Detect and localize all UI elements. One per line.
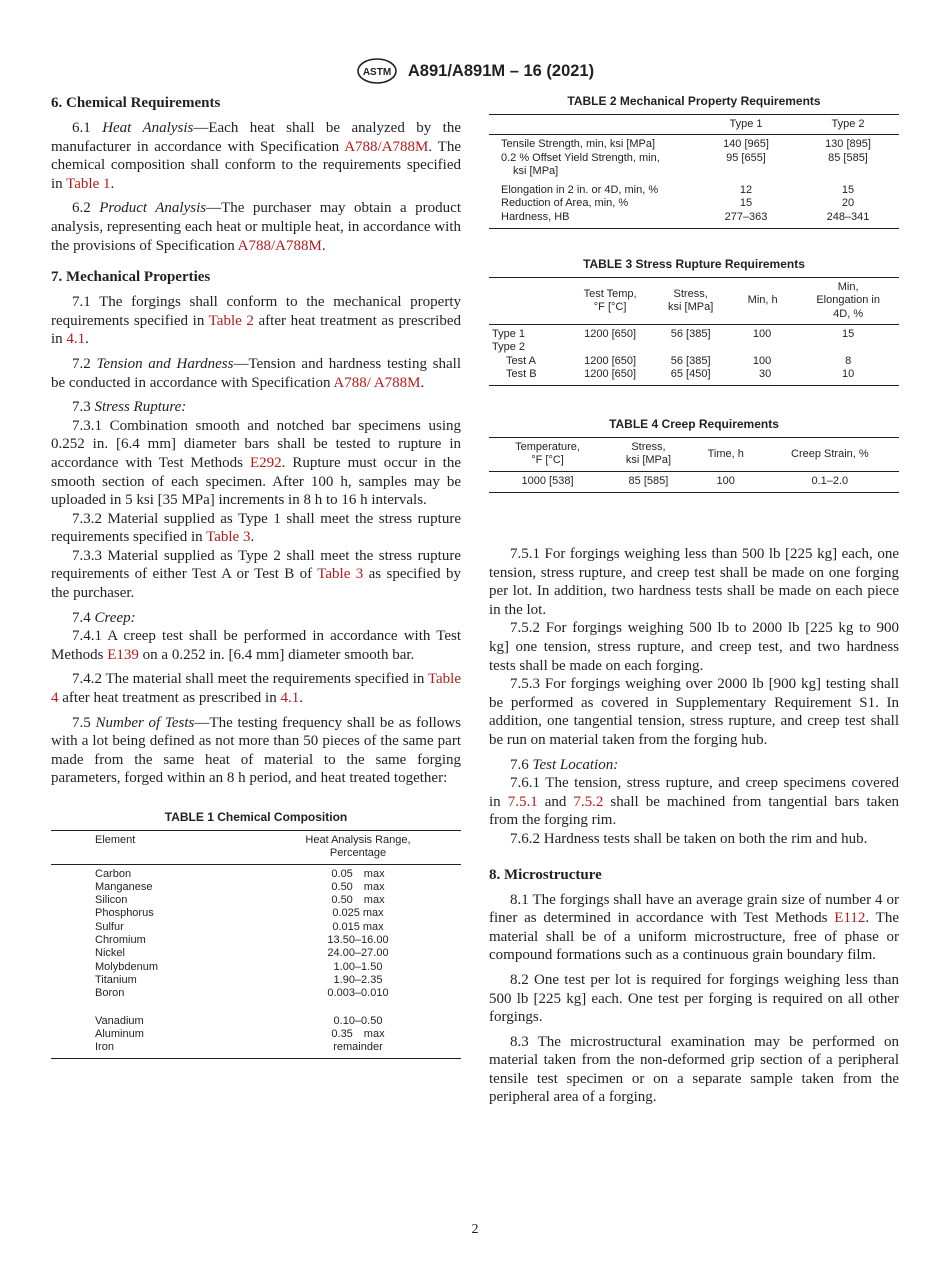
table-row xyxy=(51,987,461,1000)
table-cell: 85 [585] xyxy=(828,151,868,164)
table-row xyxy=(489,165,899,178)
table-cell: 20 xyxy=(841,197,855,210)
table-cell: Iron xyxy=(51,1041,255,1059)
table-row xyxy=(51,881,461,894)
table-cell: 0.10–0.50 xyxy=(333,1014,383,1027)
table-2-header-type1: Type 1 xyxy=(695,115,797,135)
table-cell: 0.1–2.0 xyxy=(761,471,899,492)
table-3-grid xyxy=(489,277,899,386)
table-row xyxy=(489,324,899,341)
link-table-2[interactable]: Table 2 xyxy=(208,312,254,329)
table-4-caption: TABLE 4 Creep Requirements xyxy=(609,417,779,432)
table-cell: Aluminum xyxy=(95,1027,144,1040)
table-cell: 1200 [650] xyxy=(567,368,653,386)
table-row xyxy=(51,961,461,974)
table-row xyxy=(489,178,899,197)
table-row xyxy=(489,211,899,229)
table-2-body xyxy=(489,135,899,229)
table-cell: 277–363 xyxy=(695,211,797,229)
table-3-header-stress: Stress, ksi [MPa] xyxy=(653,278,728,325)
table-1 xyxy=(51,810,461,1059)
table-4 xyxy=(489,417,899,493)
para-6-2: 6.2 Product Analysis—The purchaser may obtain a product analysis, representing each heat or multiple heat, in accordance with the provisions of Specification A788/A788M. xyxy=(51,200,461,254)
table-1-header-range: Heat Analysis Range, Percentage xyxy=(255,831,461,865)
link-7-5-2[interactable]: 7.5.2 xyxy=(573,793,604,810)
astm-logo-icon xyxy=(356,58,398,84)
table-cell: 56 [385] xyxy=(670,354,711,367)
table-cell: 100 xyxy=(691,471,761,492)
table-cell: 95 [655] xyxy=(726,151,766,164)
table-1-body xyxy=(51,864,461,1059)
table-2-caption: TABLE 2 Mechanical Property Requirements xyxy=(567,94,821,108)
table-row xyxy=(489,135,899,152)
table-cell: Manganese xyxy=(95,880,153,893)
section-8-heading: 8. Microstructure xyxy=(489,866,602,883)
table-cell xyxy=(567,341,653,354)
para-7-5-1: 7.5.1 For forgings weighing less than 500 lb [225 kg] each, one tension, stress rupture, and creep test shall be made on one forging per lot. In addition, two hardness tests shall be made on each piece in the lot. xyxy=(489,546,899,618)
table-cell: 24.00–27.00 xyxy=(327,947,389,960)
para-7-4-2: 7.4.2 The material shall meet the requirements specified in Table 4 after heat treatment as prescribed in 4.1. xyxy=(51,671,461,707)
table-cell: Titanium xyxy=(95,973,137,986)
para-7-5-2: 7.5.2 For forgings weighing 500 lb to 2000 lb [225 kg to 900 kg] one tension, stress rupture, and creep test, and two hardness tests shall be made on each forging. xyxy=(489,620,899,674)
table-cell: 1200 [650] xyxy=(584,327,637,340)
link-a788[interactable]: A788/A788M xyxy=(237,237,322,254)
table-cell: 1200 [650] xyxy=(584,354,637,367)
para-7-6-1: 7.6.1 The tension, stress rupture, and creep specimens covered in 7.5.1 and 7.5.2 shall be machined from tangential bars taken from the forging rim. xyxy=(489,775,899,829)
para-7-6-2: 7.6.2 Hardness tests shall be taken on both the rim and hub. xyxy=(510,830,868,847)
table-cell: Elongation in 2 in. or 4D, min, % xyxy=(501,184,659,197)
table-row xyxy=(51,907,461,920)
table-2-grid xyxy=(489,114,899,229)
para-7-5-3: 7.5.3 For forgings weighing over 2000 lb [900 kg] testing shall be performed as covered in Supplementary Requirement S1. In addition, one tangential tension, stress rupture, and creep test shall be run on material taken from the forging hub. xyxy=(489,676,899,748)
page-number: 2 xyxy=(471,1222,479,1237)
table-cell: Molybdenum xyxy=(95,960,158,973)
table-cell: 15 xyxy=(739,197,753,210)
link-table-3[interactable]: Table 3 xyxy=(317,566,364,583)
table-cell: 13.50–16.00 xyxy=(327,934,389,947)
table-cell: Nickel xyxy=(95,947,125,960)
table-cell: 1.00–1.50 xyxy=(333,960,383,973)
para-7-3-3: 7.3.3 Material supplied as Type 2 shall meet the stress rupture requirements of either Test A or Test B of Table 3 as specified by the purchaser. xyxy=(51,547,461,602)
table-3-header-elongation: Min, Elongation in 4D, % xyxy=(797,278,899,325)
table-1-grid xyxy=(51,830,461,1059)
para-7-3-2: 7.3.2 Material supplied as Type 1 shall meet the stress rupture requirements specified in Table 3. xyxy=(51,510,461,546)
link-4-1[interactable]: 4.1 xyxy=(66,331,86,348)
para-7-6: 7.6 Test Location: xyxy=(510,756,619,773)
table-4-header-time: Time, h xyxy=(691,438,761,472)
table-cell: 8 xyxy=(845,354,852,367)
table-cell: 0.015 max xyxy=(332,920,384,933)
table-row xyxy=(51,921,461,934)
svg-text:ASTM: ASTM xyxy=(362,67,392,78)
para-7-4-1: 7.4.1 A creep test shall be performed in accordance with Test Methods E139 on a 0.252 in. [6.4 mm] diameter smooth bar. xyxy=(51,628,461,663)
table-cell xyxy=(797,341,899,354)
table-3-header-blank xyxy=(489,278,567,325)
table-4-header-strain: Creep Strain, % xyxy=(761,438,899,472)
table-cell: 10 xyxy=(797,368,899,386)
para-7-5: 7.5 Number of Tests—The testing frequency shall be as follows with a lot being defined as not more than 50 pieces of the same part made from the same heat of material to the same forging parameters, forged within an 8 h period, and heat treated together: xyxy=(51,714,462,787)
table-cell xyxy=(797,165,899,178)
link-table-1[interactable]: Table 1 xyxy=(66,175,111,192)
link-4-1[interactable]: 4.1 xyxy=(280,690,300,707)
right-column xyxy=(489,94,899,1107)
para-8-3: 8.3 The microstructural examination may be performed on material taken from the non-deformed grip section of a peripheral tensile test specimen or on a separate sample taken from the peripheral area of a forging. xyxy=(489,1033,899,1106)
table-cell: 130 [895] xyxy=(825,138,871,151)
table-row xyxy=(51,1001,461,1028)
table-cell: 1000 [538] xyxy=(489,471,606,492)
table-cell: Hardness, HB xyxy=(489,211,695,229)
table-cell: Type 2 xyxy=(492,341,526,354)
para-6-1: 6.1 Heat Analysis—Each heat shall be analyzed by the manufacturer in accordance with Specification A788/A788M. The chemical composition shall conform to the requirements specified in Table 1. xyxy=(51,120,462,192)
link-a788[interactable]: A788/A788M xyxy=(344,138,429,155)
table-cell: 30 xyxy=(728,368,797,386)
table-cell: 0.05 max xyxy=(331,867,385,880)
table-cell: Tensile Strength, min, ksi [MPa] xyxy=(501,138,656,151)
table-row xyxy=(51,1028,461,1041)
link-7-5-1[interactable]: 7.5.1 xyxy=(507,793,538,810)
table-cell: 15 xyxy=(841,184,855,197)
table-row xyxy=(489,197,899,210)
table-cell: 0.2 % Offset Yield Strength, min, xyxy=(501,151,660,164)
table-row xyxy=(489,355,899,368)
link-e292[interactable]: E292 xyxy=(249,454,282,471)
para-8-2: 8.2 One test per lot is required for forgings weighing less than 500 lb [225 kg] each. One test per forging is required on all other forgings. xyxy=(489,971,899,1026)
table-cell: 12 xyxy=(739,184,753,197)
table-cell xyxy=(728,341,797,354)
table-row xyxy=(51,934,461,947)
table-cell xyxy=(695,165,797,178)
table-cell: 0.003–0.010 xyxy=(327,987,389,1000)
link-table-3[interactable]: Table 3 xyxy=(206,529,251,546)
table-2-header-blank xyxy=(489,115,695,135)
table-cell: 140 [965] xyxy=(723,138,769,151)
link-e139[interactable]: E139 xyxy=(107,646,139,663)
table-3 xyxy=(489,257,899,386)
table-row xyxy=(51,974,461,987)
page-header xyxy=(0,58,950,84)
table-row xyxy=(489,152,899,165)
table-cell: Phosphorus xyxy=(95,907,154,920)
table-3-body xyxy=(489,324,899,385)
table-3-header-time: Min, h xyxy=(728,278,797,325)
para-7-4: 7.4 Creep: xyxy=(72,609,136,626)
table-cell: Sulfur xyxy=(95,920,124,933)
table-cell: 15 xyxy=(842,327,855,340)
table-cell: 65 [450] xyxy=(653,368,728,386)
table-2-header-type2: Type 2 xyxy=(797,115,899,135)
table-row xyxy=(51,947,461,960)
para-7-3-1: 7.3.1 Combination smooth and notched bar specimens using 0.252 in. [6.4 mm] diameter bars shall be tested to rupture in accordance with Test Methods E292. Rupture must occur in the smooth section of each specimen. After 100 h, samples may be uploaded in 5 ksi [35 MPa] increments in 8 h to 16 h intervals. xyxy=(51,417,461,509)
table-1-header-element: Element xyxy=(51,831,255,865)
table-cell xyxy=(653,341,728,354)
table-cell: 0.35 max xyxy=(331,1027,385,1040)
document-title: A891/A891M – 16 (2021) xyxy=(407,61,595,80)
para-8-1: 8.1 The forgings shall have an average grain size of number 4 or finer as determined in accordance with Test Methods E112. The material shall be of a uniform microstructure, free of phase or compound formations such as a continuous grain boundary film. xyxy=(489,891,899,964)
table-row xyxy=(489,471,899,492)
table-cell: Carbon xyxy=(95,867,132,880)
table-cell: 1.90–2.35 xyxy=(333,973,383,986)
table-2 xyxy=(489,94,899,229)
table-cell: Boron xyxy=(95,987,125,1000)
table-cell: 0.025 max xyxy=(332,907,384,920)
table-row xyxy=(489,368,899,386)
table-cell: Chromium xyxy=(95,934,146,947)
table-cell: 0.50 max xyxy=(331,880,385,893)
table-cell: 85 [585] xyxy=(606,471,691,492)
table-row xyxy=(489,341,899,354)
table-cell: remainder xyxy=(255,1041,461,1059)
table-cell: 0.50 max xyxy=(331,894,385,907)
section-7-heading: 7. Mechanical Properties xyxy=(51,269,211,286)
para-7-1: 7.1 The forgings shall conform to the mechanical property requirements specified in Table 2 after heat treatment as prescribed in 4.1. xyxy=(51,294,461,348)
table-cell: 248–341 xyxy=(797,211,899,229)
link-e112[interactable]: E112 xyxy=(834,910,866,927)
left-column xyxy=(51,94,461,1059)
para-7-2: 7.2 Tension and Hardness—Tension and hardness testing shall be conducted in accordance with Specification A788/ A788M. xyxy=(51,355,461,391)
table-4-header-temp: Temperature, °F [°C] xyxy=(489,438,606,472)
link-a788[interactable]: A788/ A788M xyxy=(333,374,421,391)
table-cell: Test A xyxy=(506,354,536,367)
table-3-caption: TABLE 3 Stress Rupture Requirements xyxy=(583,257,805,272)
table-cell: ksi [MPa] xyxy=(513,164,559,177)
table-cell: Vanadium xyxy=(95,1014,144,1027)
table-row xyxy=(51,894,461,907)
table-cell: Reduction of Area, min, % xyxy=(501,197,629,210)
table-1-caption: TABLE 1 Chemical Composition xyxy=(164,810,348,824)
table-cell: Test B xyxy=(489,368,567,386)
table-4-grid xyxy=(489,437,899,493)
table-cell: Type 1 xyxy=(492,327,526,340)
table-row xyxy=(51,864,461,881)
para-7-3: 7.3 Stress Rupture: xyxy=(72,399,187,416)
table-cell: 100 xyxy=(752,354,772,367)
table-cell: 100 xyxy=(752,327,772,340)
table-4-header-stress: Stress, ksi [MPa] xyxy=(606,438,691,472)
section-6-heading: 6. Chemical Requirements xyxy=(51,95,221,111)
link-table-4[interactable]: Table 4 xyxy=(51,671,461,707)
table-cell: Silicon xyxy=(95,894,128,907)
table-cell: 56 [385] xyxy=(670,327,711,340)
table-3-header-temp: Test Temp, °F [°C] xyxy=(567,278,653,325)
table-row xyxy=(51,1041,461,1059)
